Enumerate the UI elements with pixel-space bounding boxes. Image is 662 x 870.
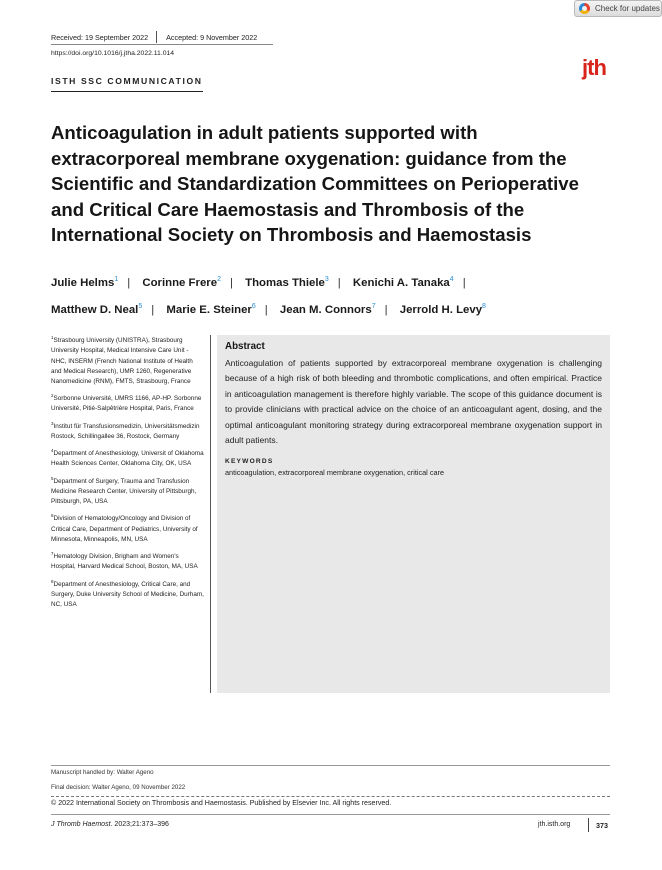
- keywords-text: anticoagulation, extracorporeal membrane oxygenation, critical care: [225, 468, 445, 478]
- author[interactable]: Kenichi A. Tanaka$^4$: [352, 276, 454, 289]
- affiliation: $^6$Division of Hematology/Oncology and Division of Critical Care, Department of Pediatrics, University of Minnesota, Minneapolis, MN, USA: [51, 513, 198, 543]
- affiliation: $^8$Department of Anesthesiology, Critical Care, and Surgery, Duke University School of Medicine, Durham, NC, USA: [51, 578, 204, 609]
- author[interactable]: Jerrold H. Levy$^8$: [399, 302, 486, 316]
- abstract-box: [217, 335, 610, 693]
- doi-link[interactable]: https://doi.org/10.1016/j.jtha.2022.11.014: [51, 50, 175, 57]
- header-rule: [51, 44, 273, 45]
- received-date: Received: 19 September 2022: [51, 32, 149, 42]
- footer-dashed-rule: [51, 796, 610, 797]
- journal-name: J Thromb Haemost: [51, 821, 111, 828]
- affiliation: $^2$Sorbonne Université, UMRS 1166, AP-HP. Sorbonne Université, Pitié-Salpêtrière Hospital, Paris, France: [51, 393, 202, 413]
- affiliation: $^3$Institut für Transfusionsmedizin, Universitätsmedizin Rostock, Schillingallee 36, Rostock, Germany: [51, 420, 200, 440]
- journal-volume-pages: . 2023;21:373–396: [110, 821, 169, 828]
- author-list: Julie Helms$^1$ | Corinne Frere$^2$ | Thomas Thiele$^3$ | Kenichi A. Tanaka$^4$ | Matthew D. Neal$^5$ | Marie E. Steiner$^6$ | Jean M. Connors$^7$ | Jerrold H. Levy$^8$: [51, 276, 486, 316]
- copyright-notice: © 2022 International Society on Thrombosis and Haemostasis. Published by Elsevier Inc. All rights reserved.: [51, 799, 392, 807]
- footer-rule: [51, 814, 610, 815]
- page-number: 373: [596, 821, 608, 830]
- affiliation-divider: [210, 335, 211, 693]
- crossmark-icon: [579, 3, 590, 14]
- check-for-updates-button[interactable]: [574, 0, 662, 17]
- author[interactable]: Corinne Frere$^2$: [142, 276, 221, 289]
- abstract-heading: Abstract: [225, 341, 265, 352]
- journal-citation: [51, 821, 169, 828]
- footer-rule: [51, 765, 610, 766]
- affiliation: $^7$Hematology Division, Brigham and Women's Hospital, Harvard Medical School, Boston, MA, USA: [51, 551, 198, 571]
- accepted-date: Accepted: 9 November 2022: [166, 32, 258, 42]
- author[interactable]: Thomas Thiele$^3$: [245, 276, 329, 289]
- journal-website[interactable]: jth.isth.org: [538, 821, 571, 828]
- affiliation: $^1$Strasbourg University (UNISTRA), Strasbourg University Hospital, Medical Intensive Care Unit - NHC, INSERM (French National Institute of Health and Medical Research), UMR 1260, Regenerative Nanomedicine (RNM), FMTS, Strasbourg, France: [51, 335, 193, 385]
- author[interactable]: Marie E. Steiner$^6$: [166, 302, 256, 316]
- page-divider: [588, 818, 589, 832]
- final-decision: Final decision: Walter Ageno, 09 November 2022: [51, 784, 186, 791]
- affiliation: $^4$Department of Anesthesiology, Universit of Oklahoma Health Sciences Center, Oklahoma City, OK, USA: [51, 448, 204, 468]
- divider: [156, 31, 157, 43]
- received-accepted-line: [51, 31, 257, 43]
- author[interactable]: Julie Helms$^1$: [51, 276, 119, 289]
- keywords-label: KEYWORDS: [225, 458, 274, 466]
- article-title: Anticoagulation in adult patients supported with extracorporeal membrane oxygenation: guidance from the Scientific and Standardization Committees on Perioperative and Critical Care Haemostasis and Thrombosis of the International Society on Thrombosis and Haemostasis: [51, 122, 579, 246]
- journal-logo: jth: [582, 55, 606, 80]
- check-for-updates-label: Check for updates: [595, 4, 660, 13]
- abstract-text: Anticoagulation of patients supported by extracorporeal membrane oxygenation is challenging because of a high risk of both bleeding and thrombotic complications, and often empirical. Practice in anticoagulation management is therefore highly variable. The scope of this guidance document is to provide clinicians with practical advice on the choice of an anticoagulant agent, dosing, and the optimal anticoagulant monitoring strategy during extracorporeal membrane oxygenation support in adult patients.: [225, 358, 602, 446]
- affiliation: $^5$Department of Surgery, Trauma and Transfusion Medicine Research Center, University of Pittsburgh, Pittsburgh, PA, USA: [51, 475, 197, 506]
- author[interactable]: Jean M. Connors$^7$: [279, 302, 376, 316]
- author[interactable]: Matthew D. Neal$^5$: [51, 302, 143, 316]
- section-label: ISTH SSC COMMUNICATION: [51, 76, 203, 92]
- manuscript-handler: Manuscript handled by: Walter Ageno: [51, 769, 154, 776]
- affiliations: [51, 333, 205, 614]
